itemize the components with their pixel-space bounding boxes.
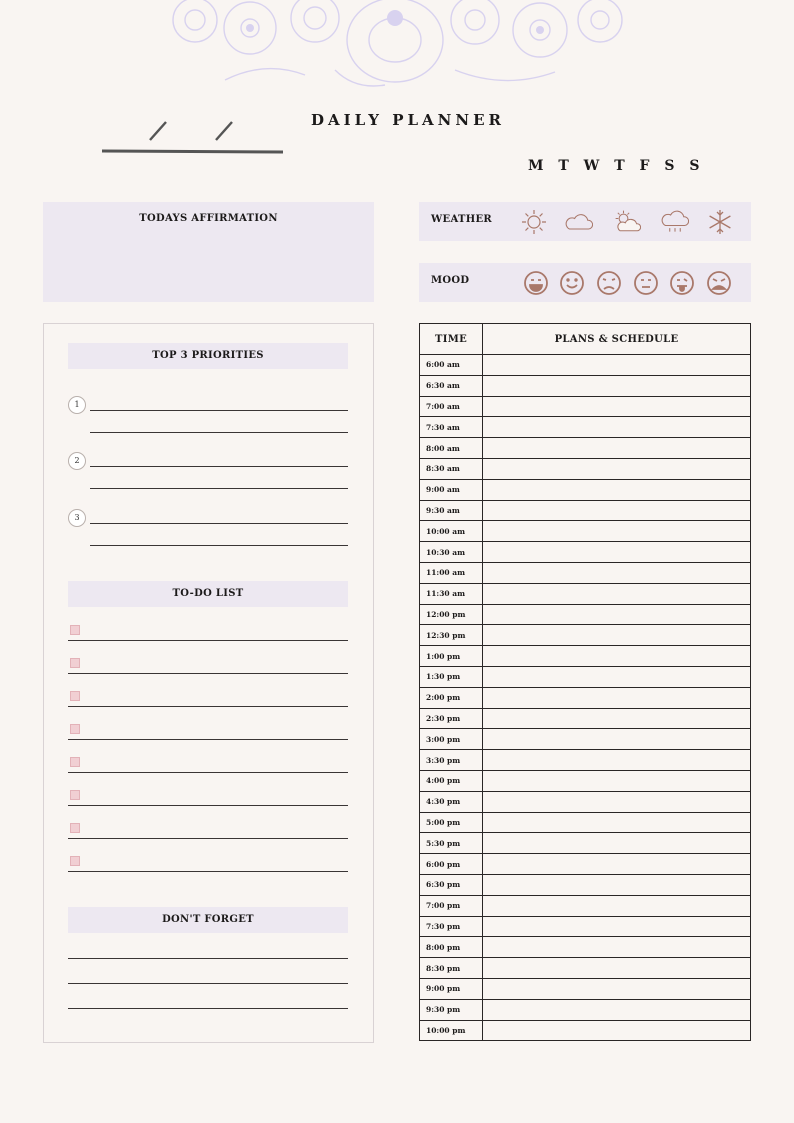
table-row — [420, 1020, 751, 1041]
cloud-icon[interactable] — [565, 208, 593, 236]
todo-line[interactable] — [68, 706, 348, 707]
time-slot-label: 7:30 pm — [420, 916, 483, 937]
table-row — [420, 542, 751, 563]
time-column-header: TIME — [420, 324, 483, 355]
time-slot-label: 1:00 pm — [420, 646, 483, 667]
todo-checkbox[interactable] — [70, 823, 80, 833]
time-slot-label: 8:00 am — [420, 438, 483, 459]
time-slot-label: 11:00 am — [420, 562, 483, 583]
table-row — [420, 750, 751, 771]
todo-line[interactable] — [68, 838, 348, 839]
priority-line[interactable] — [90, 432, 348, 433]
table-row — [420, 958, 751, 979]
plan-cell[interactable] — [483, 916, 751, 937]
priorities-heading: TOP 3 PRIORITIES — [68, 343, 348, 369]
priority-number: 2 — [68, 452, 86, 470]
table-row — [420, 812, 751, 833]
table-row — [420, 521, 751, 542]
todo-line[interactable] — [68, 805, 348, 806]
todo-line[interactable] — [68, 739, 348, 740]
table-row — [420, 583, 751, 604]
plan-cell[interactable] — [483, 1020, 751, 1041]
table-row — [420, 666, 751, 687]
table-row — [420, 396, 751, 417]
plan-cell[interactable] — [483, 770, 751, 791]
page-title: DAILY PLANNER — [311, 111, 505, 129]
time-slot-label: 4:00 pm — [420, 770, 483, 791]
table-row — [420, 375, 751, 396]
plan-cell[interactable] — [483, 355, 751, 376]
todo-checkbox[interactable] — [70, 691, 80, 701]
table-row — [420, 479, 751, 500]
table-row — [420, 625, 751, 646]
time-slot-label: 8:00 pm — [420, 937, 483, 958]
plan-cell[interactable] — [483, 417, 751, 438]
table-row — [420, 770, 751, 791]
time-slot-label: 5:30 pm — [420, 833, 483, 854]
time-slot-label: 6:30 am — [420, 375, 483, 396]
plan-cell[interactable] — [483, 396, 751, 417]
left-panel — [43, 323, 374, 1043]
sad-face-icon[interactable] — [595, 269, 623, 297]
table-row — [420, 417, 751, 438]
snowflake-icon[interactable] — [706, 208, 734, 236]
plan-cell[interactable] — [483, 375, 751, 396]
plan-cell[interactable] — [483, 604, 751, 625]
table-row — [420, 895, 751, 916]
plan-cell[interactable] — [483, 833, 751, 854]
affirmation-box[interactable] — [43, 202, 374, 302]
time-slot-label: 6:30 pm — [420, 874, 483, 895]
plans-column-header: PLANS & SCHEDULE — [483, 324, 751, 355]
mood-row — [419, 263, 751, 302]
time-slot-label: 10:00 pm — [420, 1020, 483, 1041]
time-slot-label: 2:00 pm — [420, 687, 483, 708]
time-slot-label: 12:00 pm — [420, 604, 483, 625]
table-row — [420, 999, 751, 1020]
plan-cell[interactable] — [483, 458, 751, 479]
plan-cell[interactable] — [483, 937, 751, 958]
table-row — [420, 916, 751, 937]
plan-cell[interactable] — [483, 958, 751, 979]
priority-line[interactable] — [90, 488, 348, 489]
todo-line[interactable] — [68, 772, 348, 773]
time-slot-label: 3:00 pm — [420, 729, 483, 750]
table-row — [420, 833, 751, 854]
time-slot-label: 7:00 pm — [420, 895, 483, 916]
plan-cell[interactable] — [483, 500, 751, 521]
sun-icon[interactable] — [520, 208, 548, 236]
plan-cell[interactable] — [483, 729, 751, 750]
table-row — [420, 791, 751, 812]
todo-checkbox[interactable] — [70, 658, 80, 668]
priority-number: 1 — [68, 396, 86, 414]
table-row — [420, 937, 751, 958]
priority-line[interactable] — [90, 410, 348, 411]
floral-decoration — [155, 0, 640, 100]
table-row — [420, 562, 751, 583]
date-field[interactable] — [100, 118, 285, 158]
schedule-table — [419, 323, 751, 1041]
priority-line[interactable] — [90, 466, 348, 467]
priority-number: 3 — [68, 509, 86, 527]
plan-cell[interactable] — [483, 438, 751, 459]
plan-cell[interactable] — [483, 854, 751, 875]
plan-cell[interactable] — [483, 978, 751, 999]
table-row — [420, 729, 751, 750]
plan-cell[interactable] — [483, 542, 751, 563]
schedule-body — [420, 355, 751, 1041]
plan-cell[interactable] — [483, 521, 751, 542]
mood-label: MOOD — [431, 275, 470, 286]
plan-cell[interactable] — [483, 562, 751, 583]
plan-cell[interactable] — [483, 750, 751, 771]
todo-line[interactable] — [68, 871, 348, 872]
schedule-header-row — [420, 324, 751, 355]
time-slot-label: 9:30 am — [420, 500, 483, 521]
table-row — [420, 500, 751, 521]
time-slot-label: 9:00 pm — [420, 978, 483, 999]
time-slot-label: 7:30 am — [420, 417, 483, 438]
time-slot-label: 11:30 am — [420, 583, 483, 604]
todo-checkbox[interactable] — [70, 625, 80, 635]
todo-checkbox[interactable] — [70, 790, 80, 800]
plan-cell[interactable] — [483, 708, 751, 729]
table-row — [420, 646, 751, 667]
priority-line[interactable] — [90, 545, 348, 546]
time-slot-label: 8:30 pm — [420, 958, 483, 979]
laughing-face-icon[interactable] — [522, 269, 550, 297]
time-slot-label: 6:00 am — [420, 355, 483, 376]
time-slot-label: 8:30 am — [420, 458, 483, 479]
time-slot-label: 7:00 am — [420, 396, 483, 417]
table-row — [420, 687, 751, 708]
plan-cell[interactable] — [483, 999, 751, 1020]
dont-forget-line[interactable] — [68, 958, 348, 959]
crying-face-icon[interactable] — [705, 269, 733, 297]
time-slot-label: 10:30 am — [420, 542, 483, 563]
neutral-face-icon[interactable] — [632, 269, 660, 297]
dont-forget-line[interactable] — [68, 1008, 348, 1009]
todo-checkbox[interactable] — [70, 757, 80, 767]
plan-cell[interactable] — [483, 625, 751, 646]
plan-cell[interactable] — [483, 646, 751, 667]
time-slot-label: 12:30 pm — [420, 625, 483, 646]
time-slot-label: 3:30 pm — [420, 750, 483, 771]
smiling-face-icon[interactable] — [558, 269, 586, 297]
table-row — [420, 438, 751, 459]
plan-cell[interactable] — [483, 583, 751, 604]
weather-row — [419, 202, 751, 241]
plan-cell[interactable] — [483, 895, 751, 916]
tongue-face-icon[interactable] — [668, 269, 696, 297]
todo-checkbox[interactable] — [70, 724, 80, 734]
table-row — [420, 708, 751, 729]
weekday-selector[interactable]: M T W T F S S — [528, 158, 705, 174]
affirmation-label: TODAYS AFFIRMATION — [139, 213, 278, 224]
plan-cell[interactable] — [483, 666, 751, 687]
priority-line[interactable] — [90, 523, 348, 524]
time-slot-label: 2:30 pm — [420, 708, 483, 729]
plan-cell[interactable] — [483, 479, 751, 500]
dont-forget-heading: DON'T FORGET — [68, 907, 348, 933]
time-slot-label: 1:30 pm — [420, 666, 483, 687]
time-slot-label: 9:30 pm — [420, 999, 483, 1020]
todo-checkbox[interactable] — [70, 856, 80, 866]
table-row — [420, 458, 751, 479]
table-row — [420, 978, 751, 999]
rain-icon[interactable] — [661, 208, 689, 236]
time-slot-label: 4:30 pm — [420, 791, 483, 812]
todo-line[interactable] — [68, 640, 348, 641]
plan-cell[interactable] — [483, 791, 751, 812]
time-slot-label: 9:00 am — [420, 479, 483, 500]
plan-cell[interactable] — [483, 874, 751, 895]
time-slot-label: 5:00 pm — [420, 812, 483, 833]
dont-forget-line[interactable] — [68, 983, 348, 984]
plan-cell[interactable] — [483, 687, 751, 708]
todo-line[interactable] — [68, 673, 348, 674]
table-row — [420, 874, 751, 895]
time-slot-label: 10:00 am — [420, 521, 483, 542]
todo-heading: TO-DO LIST — [68, 581, 348, 607]
table-row — [420, 355, 751, 376]
table-row — [420, 854, 751, 875]
weather-label: WEATHER — [431, 214, 492, 225]
time-slot-label: 6:00 pm — [420, 854, 483, 875]
table-row — [420, 604, 751, 625]
plan-cell[interactable] — [483, 812, 751, 833]
partly-sunny-icon[interactable] — [613, 208, 641, 236]
